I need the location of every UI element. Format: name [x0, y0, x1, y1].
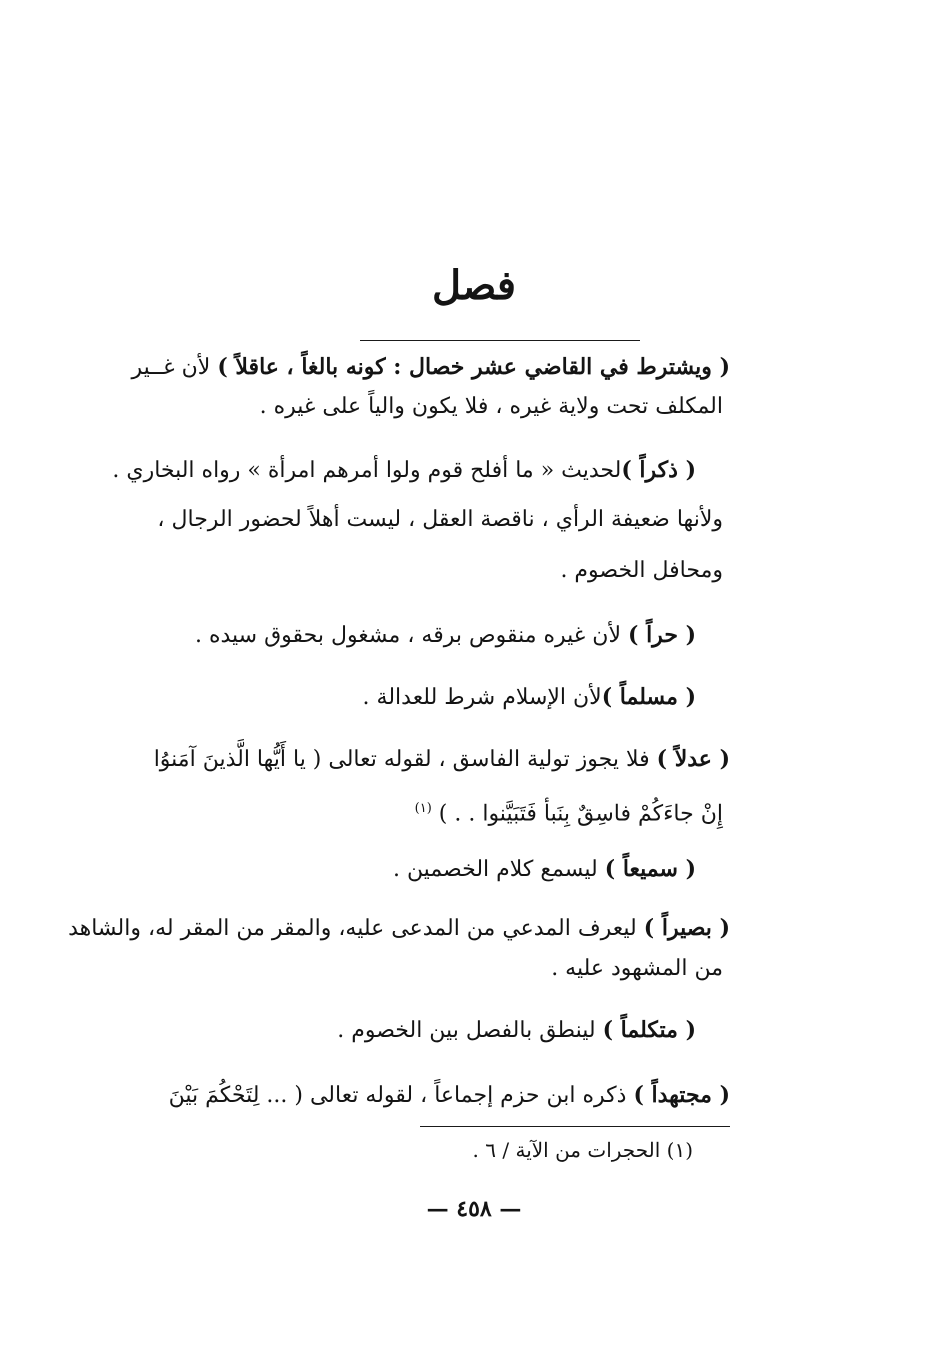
condition-term: ( بصيراً )	[643, 915, 730, 941]
footnote: (١) الحجرات من الآية / ٦ .	[472, 1138, 693, 1162]
line-text: لينطق بالفصل بين الخصوم .	[337, 1018, 603, 1043]
text-line	[46, 682, 696, 713]
condition-term: ( ذكراً )	[621, 457, 696, 483]
text-line	[73, 556, 723, 586]
line-text: ليعرف المدعي من المدعى عليه، والمقر من المقر له، والشاهد	[68, 916, 644, 941]
line-text: ذكره ابن حزم إجماعاً ، لقوله تعالى ( ... لِتَحْكُمَ بَيْنَ	[168, 1083, 634, 1108]
text-line	[46, 620, 696, 651]
condition-term: ( متكلماً )	[602, 1017, 696, 1043]
condition-term: ( سميعاً )	[604, 856, 696, 882]
text-line	[70, 744, 730, 775]
condition-term: ( حراً )	[628, 622, 696, 648]
section-heading: فصل	[431, 262, 517, 309]
line-text: لأن غيره منقوص برقه ، مشغول بحقوق سيده .	[194, 623, 628, 648]
text-line	[70, 352, 730, 383]
text-line	[46, 1015, 696, 1046]
line-text: من المشهود عليه .	[551, 956, 723, 981]
line-text: ومحافل الخصوم .	[560, 558, 723, 583]
condition-term: ( مجتهداً )	[633, 1082, 730, 1108]
line-text: لأن غــير	[131, 355, 218, 380]
condition-term: ( مسلماً )	[601, 684, 696, 710]
text-line	[46, 455, 696, 486]
line-text: المكلف تحت ولاية غيره ، فلا يكون والياً على غيره .	[259, 394, 723, 419]
line-text: فلا يجوز تولية الفاسق ، لقوله تعالى ( يا أَيُّها الَّذينَ آمَنوُا	[153, 747, 657, 772]
page-number: — ٤٥٨ —	[426, 1196, 522, 1222]
footnote-separator	[420, 1126, 730, 1127]
condition-term: ( عدلاً )	[656, 746, 730, 772]
line-text: ليسمع كلام الخصمين .	[392, 857, 605, 882]
text-line	[73, 505, 723, 535]
text-line	[73, 392, 723, 422]
line-text: لأن الإسلام شرط للعدالة .	[362, 685, 602, 710]
phrase-underline	[360, 340, 640, 341]
quran-text: إِنْ جاءَكُمْ فاسِقٌ بِنَبأ فَتَبَيَّنوا . . )	[438, 801, 723, 827]
condition-term: ( ويشترط في القاضي عشر خصال : كونه بالغاً ، عاقلاً )	[217, 354, 730, 380]
text-line	[70, 913, 730, 944]
line-text: ولأنها ضعيفة الرأي ، ناقصة العقل ، ليست أهلاً لحضور الرجال ،	[157, 507, 723, 532]
line-text: لحديث « ما أفلح قوم ولوا أمرهم امرأة » رواه البخاري .	[112, 458, 622, 483]
text-line	[73, 954, 723, 984]
text-line	[46, 854, 696, 885]
text-line	[73, 794, 723, 829]
text-line	[70, 1080, 730, 1111]
footnote-marker: (١)	[414, 801, 432, 816]
